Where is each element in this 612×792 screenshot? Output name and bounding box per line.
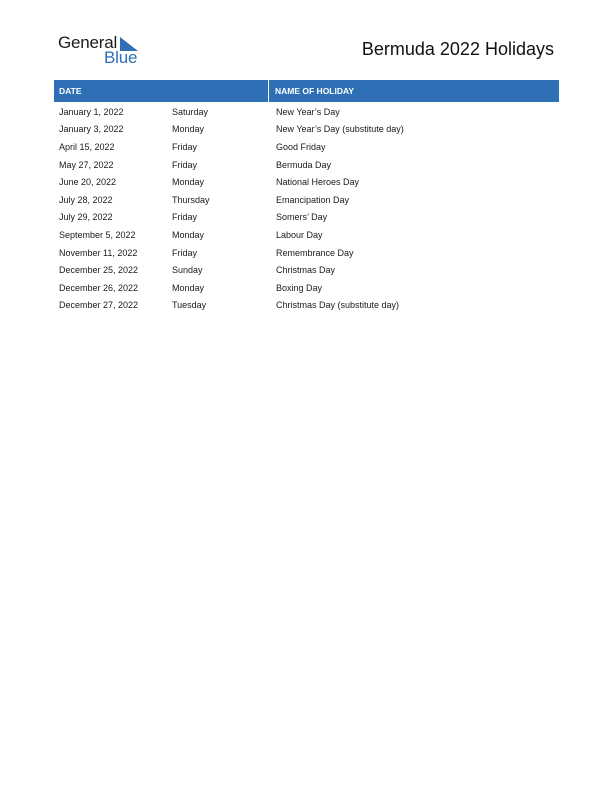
logo-word-general: General bbox=[58, 33, 118, 52]
holiday-name: Somers’ Day bbox=[276, 212, 328, 223]
holiday-weekday: Friday bbox=[172, 141, 198, 152]
holiday-name: Remembrance Day bbox=[276, 247, 354, 258]
header-holiday-name: NAME OF HOLIDAY bbox=[275, 86, 355, 96]
holiday-name: Boxing Day bbox=[276, 282, 323, 293]
holiday-weekday: Monday bbox=[172, 177, 205, 188]
table-row bbox=[54, 209, 559, 227]
holiday-name: Labour Day bbox=[276, 229, 323, 240]
holiday-name: Emancipation Day bbox=[276, 194, 350, 205]
holiday-date: January 1, 2022 bbox=[59, 106, 124, 117]
header-date: DATE bbox=[54, 80, 269, 102]
holiday-date: June 20, 2022 bbox=[59, 177, 117, 188]
holiday-weekday: Monday bbox=[172, 282, 205, 293]
table-row bbox=[54, 103, 559, 121]
table-body bbox=[54, 102, 559, 314]
holiday-date: July 29, 2022 bbox=[59, 212, 113, 223]
holiday-weekday: Friday bbox=[172, 247, 198, 258]
table-row bbox=[54, 297, 559, 315]
holiday-weekday: Saturday bbox=[172, 106, 209, 117]
holiday-weekday: Sunday bbox=[172, 265, 203, 276]
holiday-name: National Heroes Day bbox=[276, 177, 360, 188]
table-row bbox=[54, 244, 559, 262]
holiday-name: Bermuda Day bbox=[276, 159, 332, 170]
holiday-weekday: Friday bbox=[172, 212, 198, 223]
generalblue-logo bbox=[58, 33, 148, 69]
holiday-date: April 15, 2022 bbox=[59, 141, 115, 152]
holiday-weekday: Monday bbox=[172, 229, 205, 240]
table-row bbox=[54, 173, 559, 191]
table-row bbox=[54, 121, 559, 139]
holiday-date: January 3, 2022 bbox=[59, 124, 124, 135]
holiday-weekday: Monday bbox=[172, 124, 205, 135]
holidays-table bbox=[54, 80, 559, 314]
holiday-weekday: Thursday bbox=[172, 194, 210, 205]
logo-word-blue: Blue bbox=[104, 48, 138, 67]
table-row bbox=[54, 261, 559, 279]
holiday-date: December 27, 2022 bbox=[59, 300, 139, 311]
holiday-name: Christmas Day bbox=[276, 265, 336, 276]
table-row bbox=[54, 138, 559, 156]
holiday-name: New Year’s Day (substitute day) bbox=[276, 124, 404, 135]
table-row bbox=[54, 279, 559, 297]
holiday-name: Good Friday bbox=[276, 141, 326, 152]
holiday-date: December 26, 2022 bbox=[59, 282, 139, 293]
table-header bbox=[54, 80, 559, 102]
holiday-weekday: Tuesday bbox=[172, 300, 207, 311]
table-row bbox=[54, 156, 559, 174]
holiday-name: New Year’s Day bbox=[276, 106, 340, 117]
holiday-name: Christmas Day (substitute day) bbox=[276, 300, 400, 311]
table-row bbox=[54, 191, 559, 209]
holiday-date: November 11, 2022 bbox=[59, 247, 138, 258]
holiday-date: September 5, 2022 bbox=[59, 229, 136, 240]
holiday-date: December 25, 2022 bbox=[59, 265, 139, 276]
table-row bbox=[54, 226, 559, 244]
page-title: Bermuda 2022 Holidays bbox=[361, 39, 554, 59]
holiday-weekday: Friday bbox=[172, 159, 198, 170]
holiday-date: May 27, 2022 bbox=[59, 159, 114, 170]
holiday-date: July 28, 2022 bbox=[59, 194, 113, 205]
